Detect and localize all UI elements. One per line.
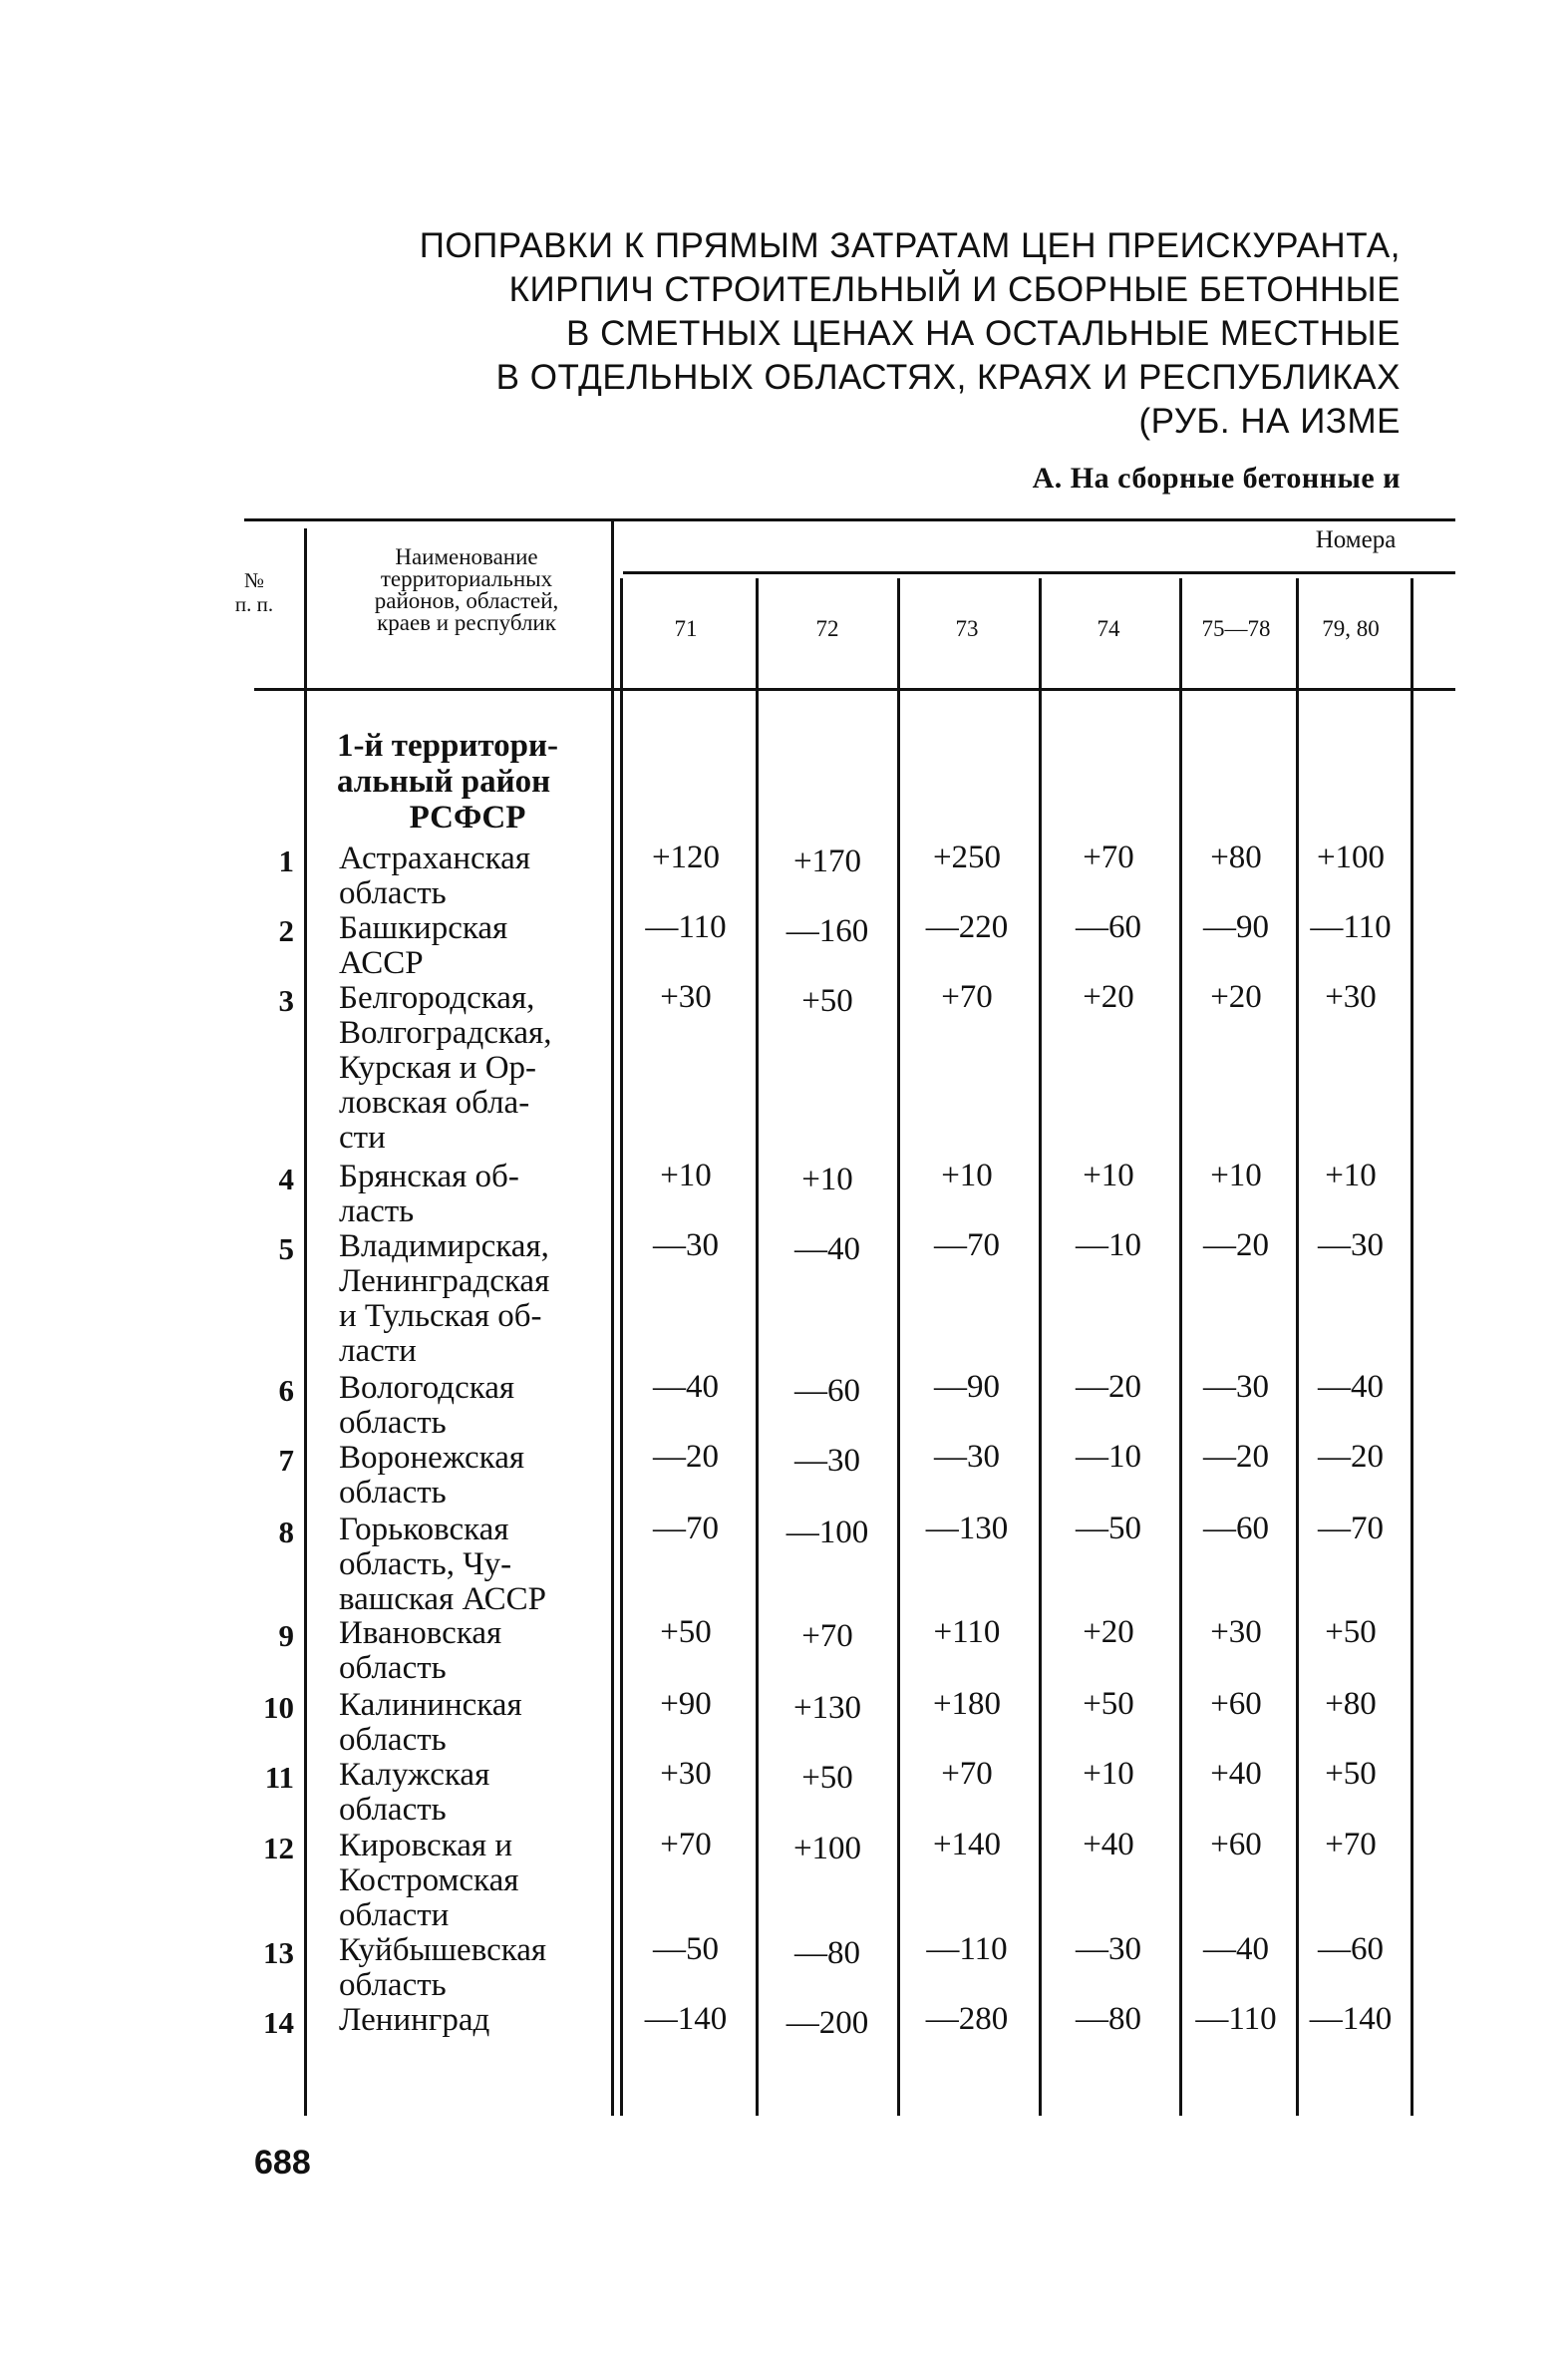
table-cell: —30	[934, 1439, 1000, 1475]
table-cell: —160	[785, 913, 869, 949]
table-cell: —30	[1203, 1369, 1269, 1405]
row-name-line: области	[339, 1897, 450, 1933]
row-number: 6	[278, 1373, 294, 1408]
row-number: 13	[263, 1935, 294, 1970]
table-cell: +70	[941, 1756, 993, 1792]
title-line-1: ПОПРАВКИ К ПРЯМЫМ ЗАТРАТАМ ЦЕН ПРЕИСКУРАНТА,	[419, 226, 1401, 265]
row-name-line: сти	[339, 1120, 386, 1156]
table-cell: —80	[1076, 2001, 1141, 2037]
section-line: РСФСР	[409, 800, 526, 836]
row-name-line: Горьковская	[339, 1512, 509, 1547]
page-number: 688	[254, 2144, 311, 2182]
row-name-line: область	[339, 875, 447, 911]
row-name-line: Волгоградская,	[339, 1015, 552, 1051]
vertical-rule	[756, 578, 759, 2116]
table-cell: +70	[1325, 1827, 1377, 1862]
table-cell: +20	[1083, 979, 1134, 1015]
row-name	[339, 1829, 600, 1933]
table-cell: +50	[801, 983, 853, 1019]
table-cell: +110	[933, 1614, 1001, 1650]
row-name-line: Воронежская	[339, 1440, 525, 1476]
table-cell: +10	[1210, 1158, 1262, 1193]
name-header-line: территориальных	[380, 566, 553, 591]
row-name-line: ласть	[339, 1193, 415, 1229]
row-number: 14	[263, 2005, 294, 2040]
row-name-line: Вологодская	[339, 1370, 515, 1406]
section-line: 1-й территори-	[337, 728, 558, 764]
row-number: 5	[278, 1231, 294, 1266]
section-line: альный район	[337, 764, 551, 800]
table-cell: +30	[660, 979, 712, 1015]
table-cell: +10	[941, 1158, 993, 1193]
row-name	[339, 1160, 600, 1229]
row-name-line: Калининская	[339, 1687, 522, 1723]
table-cell: +50	[1325, 1756, 1377, 1792]
table-cell: —60	[1318, 1931, 1384, 1967]
column-header: 71	[674, 616, 698, 641]
table-cell: —60	[1076, 909, 1141, 945]
row-name-line: Куйбышевская	[339, 1932, 547, 1968]
table-cell: +10	[660, 1158, 712, 1193]
table-cell: —280	[925, 2001, 1009, 2037]
row-name-line: Башкирская	[339, 910, 508, 946]
page-title	[179, 224, 1401, 444]
vertical-rule	[1296, 578, 1299, 2116]
table-cell: —220	[925, 909, 1009, 945]
vertical-rule	[1411, 578, 1413, 2116]
table-cell: +100	[792, 1831, 862, 1866]
vertical-rule	[620, 578, 623, 2116]
row-name	[339, 1513, 600, 1617]
row-name-line: Ленинград	[339, 2002, 490, 2038]
table-cell: +20	[1210, 979, 1262, 1015]
table-cell: +50	[801, 1760, 853, 1796]
table-cell: —90	[1203, 909, 1269, 945]
row-name-line: область	[339, 1792, 447, 1828]
row-name	[339, 2003, 600, 2038]
row-name-line: Брянская об-	[339, 1159, 519, 1194]
table-cell: —30	[1318, 1227, 1384, 1263]
column-header: 74	[1097, 616, 1120, 641]
table-cell: —50	[1076, 1511, 1141, 1546]
table-cell: —200	[785, 2005, 869, 2041]
table-cell: +70	[1083, 840, 1134, 875]
row-name-line: область	[339, 1475, 447, 1511]
row-name	[339, 1616, 600, 1686]
table-cell: —40	[653, 1369, 719, 1405]
row-name-line: область	[339, 1650, 447, 1686]
table-cell: +100	[1316, 840, 1386, 875]
table-cell: —80	[794, 1935, 860, 1971]
table-cell: +30	[1210, 1614, 1262, 1650]
table-cell: +90	[660, 1686, 712, 1722]
row-number: 8	[278, 1515, 294, 1549]
table-cell: —110	[1310, 909, 1392, 945]
table-cell: +70	[941, 979, 993, 1015]
table-cell: +70	[660, 1827, 712, 1862]
table-cell: —30	[794, 1443, 860, 1479]
row-name-line: область	[339, 1405, 447, 1441]
row-name	[339, 1688, 600, 1758]
vertical-rule	[1179, 578, 1182, 2116]
row-name-line: область, Чу-	[339, 1546, 512, 1582]
table-cell: +10	[801, 1162, 853, 1197]
table-cell: +180	[932, 1686, 1002, 1722]
row-name-line: Белгородская,	[339, 980, 535, 1016]
table-cell: +10	[1083, 1158, 1134, 1193]
row-number: 4	[278, 1162, 294, 1196]
name-header-line: краев и республик	[377, 610, 556, 635]
table-cell: —20	[1203, 1227, 1269, 1263]
row-number: 1	[278, 843, 294, 878]
table-cell: +40	[1210, 1756, 1262, 1792]
group-header-rule	[623, 571, 1455, 574]
table-cell: +60	[1210, 1686, 1262, 1722]
row-name	[339, 1371, 600, 1441]
title-line-5: (РУБ. НА ИЗМЕ	[1138, 402, 1401, 441]
table-cell: +60	[1210, 1827, 1262, 1862]
row-name-line: Кировская и	[339, 1828, 512, 1863]
row-name-line: ловская обла-	[339, 1085, 530, 1121]
table-cell: —100	[785, 1515, 869, 1550]
table-cell: +80	[1210, 840, 1262, 875]
row-number: 12	[263, 1831, 294, 1865]
row-name	[339, 981, 600, 1156]
table-cell: +130	[792, 1690, 862, 1726]
row-name	[339, 1441, 600, 1511]
name-header-line: Наименование	[395, 544, 538, 569]
table-cell: +50	[1325, 1614, 1377, 1650]
title-line-3: В СМЕТНЫХ ЦЕНАХ НА ОСТАЛЬНЫЕ МЕСТНЫЕ	[566, 314, 1401, 353]
vertical-rule	[304, 528, 307, 2116]
table-cell: —130	[925, 1511, 1009, 1546]
table-cell: +50	[1083, 1686, 1134, 1722]
header-bottom-rule	[254, 688, 1455, 691]
row-name-line: Курская и Ор-	[339, 1050, 537, 1086]
row-number: 2	[278, 913, 294, 948]
row-name-line: Костромская	[339, 1862, 519, 1898]
row-number: 10	[263, 1690, 294, 1725]
table-cell: —20	[1318, 1439, 1384, 1475]
table-cell: —110	[1195, 2001, 1277, 2037]
table-cell: +40	[1083, 1827, 1134, 1862]
group-column-header: Номера	[1315, 526, 1397, 553]
table-cell: —10	[1076, 1439, 1141, 1475]
column-header: 79, 80	[1322, 616, 1380, 641]
row-name-line: область	[339, 1722, 447, 1758]
table-cell: —70	[934, 1227, 1000, 1263]
table-cell: —110	[926, 1931, 1008, 1967]
row-name	[339, 841, 600, 911]
num-header-line: п. п.	[234, 592, 274, 616]
table-cell: —40	[1318, 1369, 1384, 1405]
row-number: 9	[278, 1618, 294, 1653]
column-header: 73	[955, 616, 979, 641]
row-name-line: вашская АССР	[339, 1581, 547, 1617]
row-name	[339, 1933, 600, 2003]
table-cell: —60	[794, 1373, 860, 1409]
table-top-rule	[244, 518, 1455, 521]
table-cell: —140	[1309, 2001, 1393, 2037]
title-line-2: КИРПИЧ СТРОИТЕЛЬНЫЙ И СБОРНЫЕ БЕТОННЫЕ	[508, 270, 1401, 309]
table-cell: —90	[934, 1369, 1000, 1405]
table-cell: +30	[1325, 979, 1377, 1015]
vertical-rule	[897, 578, 900, 2116]
table-cell: —30	[653, 1227, 719, 1263]
table-cell: +30	[660, 1756, 712, 1792]
table-cell: +170	[792, 843, 862, 879]
row-name	[339, 1758, 600, 1828]
column-header: 75—78	[1201, 616, 1271, 641]
table-cell: +50	[660, 1614, 712, 1650]
table-cell: —30	[1076, 1931, 1141, 1967]
vertical-rule	[1039, 578, 1042, 2116]
title-line-4: В ОТДЕЛЬНЫХ ОБЛАСТЯХ, КРАЯХ И РЕСПУБЛИКАХ	[495, 358, 1401, 397]
row-name	[339, 1229, 600, 1369]
table-cell: —20	[653, 1439, 719, 1475]
table-cell: —20	[1203, 1439, 1269, 1475]
table-cell: —70	[1318, 1511, 1384, 1546]
table-cell: —60	[1203, 1511, 1269, 1546]
row-name	[339, 911, 600, 981]
table-cell: —110	[645, 909, 727, 945]
table-cell: +10	[1325, 1158, 1377, 1193]
row-name-line: АССР	[339, 945, 424, 981]
table-cell: —20	[1076, 1369, 1141, 1405]
table-cell: —140	[644, 2001, 728, 2037]
table-cell: +120	[651, 840, 721, 875]
table-cell: +140	[932, 1827, 1002, 1862]
row-number: 11	[264, 1760, 294, 1795]
vertical-rule	[611, 518, 614, 2116]
table-cell: —10	[1076, 1227, 1141, 1263]
row-name-line: Калужская	[339, 1757, 490, 1793]
table-cell: —40	[1203, 1931, 1269, 1967]
row-number: 7	[278, 1443, 294, 1478]
table-cell: —70	[653, 1511, 719, 1546]
table-cell: —40	[794, 1231, 860, 1267]
num-header-line: №	[243, 568, 265, 592]
row-name-line: ласти	[339, 1333, 417, 1369]
row-name-line: Ивановская	[339, 1615, 502, 1651]
row-name-line: Астраханская	[339, 841, 531, 876]
name-header-line: районов, областей,	[374, 588, 559, 613]
table-cell: +20	[1083, 1614, 1134, 1650]
table-cell: +250	[932, 840, 1002, 875]
table-cell: —50	[653, 1931, 719, 1967]
table-cell: +80	[1325, 1686, 1377, 1722]
table-subtitle: А. На сборные бетонные и	[1032, 462, 1401, 495]
column-header: 72	[815, 616, 839, 641]
number-column-header	[219, 568, 289, 616]
row-name-line: и Тульская об-	[339, 1298, 542, 1334]
row-name-line: область	[339, 1967, 447, 2003]
name-column-header	[317, 546, 616, 634]
table-cell: +10	[1083, 1756, 1134, 1792]
section-heading	[337, 728, 598, 836]
row-number: 3	[278, 983, 294, 1018]
row-name-line: Ленинградская	[339, 1263, 550, 1299]
table-cell: +70	[801, 1618, 853, 1654]
row-name-line: Владимирская,	[339, 1228, 549, 1264]
